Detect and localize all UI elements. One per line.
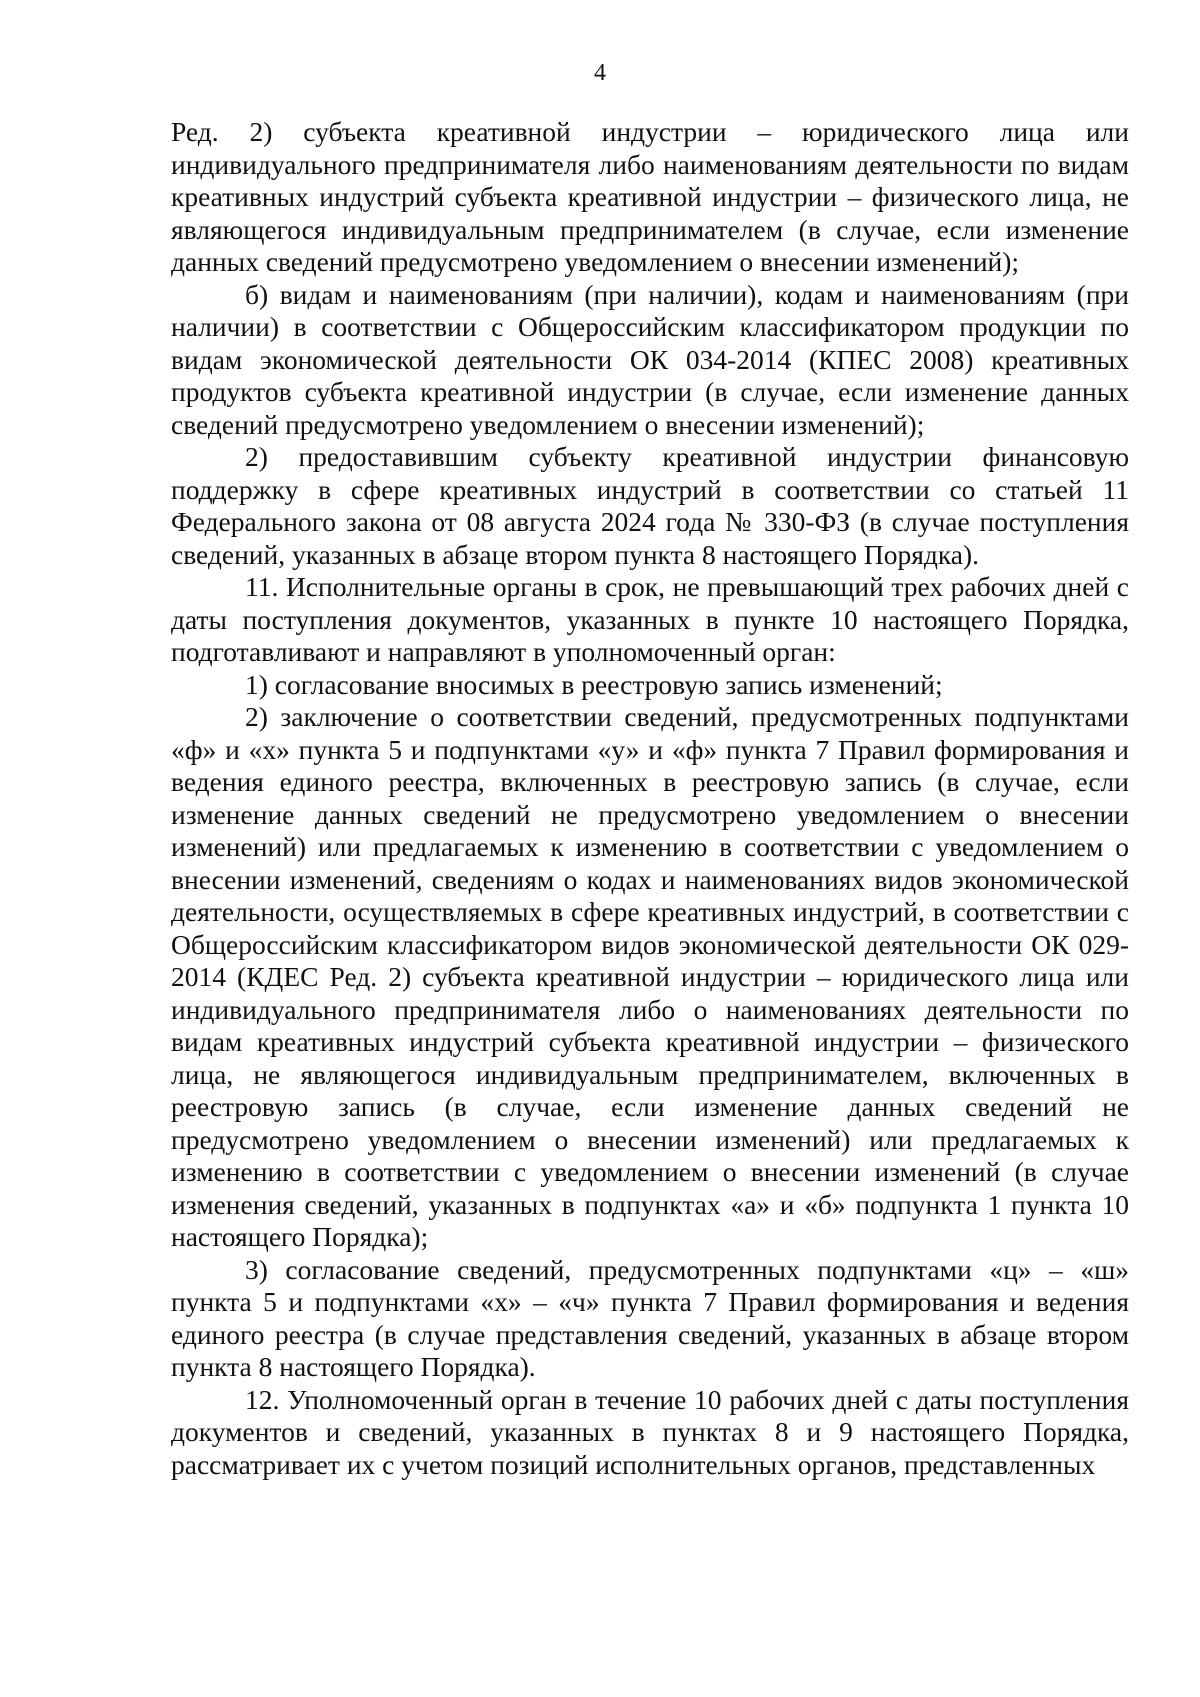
paragraph-item-2: 2) предоставившим субъекту креативной индустрии финансовую поддержку в сфере креативных индустрий в соответствии со статьей 11 Федерального закона от 08 августа 2024 года № 330-ФЗ (в случае поступления сведений, указанных в абзаце втором пункта 8 настоящего Порядка). — [171, 441, 1129, 570]
paragraph-clause-11-item-2: 2) заключение о соответствии сведений, предусмотренных подпунктами «ф» и «х» пункта 5 и подпунктами «у» и «ф» пункта 7 Правил формирования и ведения единого реестра, включенных в реестровую запись (в случае, если изменение данных сведений не предусмотрено уведомлением о внесении изменений) или предлагаемых к изменению в соответствии с уведомлением о внесении изменений, сведениям о кодах и наименованиях видов экономической деятельности, осуществляемых в сфере креативных индустрий, в соответствии с Общероссийским классификатором видов экономической деятельности ОК 029-2014 (КДЕС Ред. 2) субъекта креативной индустрии – юридического лица или индивидуального предпринимателя либо о наименованиях деятельности по видам креативных индустрий субъекта креативной индустрии – физического лица, не являющегося индивидуальным предпринимателем, включенных в реестровую запись (в случае, если изменение данных сведений не предусмотрено уведомлением о внесении изменений) или предлагаемых к изменению в соответствии с уведомлением о внесении изменений (в случае изменения сведений, указанных в подпунктах «а» и «б» подпункта 1 пункта 10 настоящего Порядка); — [171, 701, 1129, 1252]
paragraph-clause-11: 11. Исполнительные органы в срок, не превышающий трех рабочих дней с даты поступления документов, указанных в пункте 10 настоящего Порядка, подготавливают и направляют в уполномоченный орган: — [171, 571, 1129, 667]
paragraph-clause-11-item-3: 3) согласование сведений, предусмотренных подпунктами «ц» – «ш» пункта 5 и подпунктами «х» – «ч» пункта 7 Правил формирования и ведения единого реестра (в случае представления сведений, указанных в абзаце втором пункта 8 настоящего Порядка). — [171, 1253, 1129, 1382]
paragraph-subitem-b: б) видам и наименованиям (при наличии), кодам и наименованиям (при наличии) в соответствии с Общероссийским классификатором продукции по видам экономической деятельности ОК 034-2014 (КПЕС 2008) креативных продуктов субъекта креативной индустрии (в случае, если изменение данных сведений предусмотрено уведомлением о внесении изменений); — [171, 278, 1129, 440]
document-body — [171, 116, 1129, 1481]
paragraph-clause-12: 12. Уполномоченный орган в течение 10 рабочих дней с даты поступления документов и сведений, указанных в пунктах 8 и 9 настоящего Порядка, рассматривает их с учетом позиций исполнительных органов, представленных — [171, 1383, 1129, 1480]
paragraph-continuation: Ред. 2) субъекта креативной индустрии – юридического лица или индивидуального предпринимателя либо наименованиям деятельности по видам креативных индустрий субъекта креативной индустрии – физического лица, не являющегося индивидуальным предпринимателем (в случае, если изменение данных сведений предусмотрено уведомлением о внесении изменений); — [171, 116, 1129, 277]
page-number: 4 — [594, 60, 606, 86]
paragraph-clause-11-item-1: 1) согласование вносимых в реестровую запись изменений; — [245, 668, 943, 700]
